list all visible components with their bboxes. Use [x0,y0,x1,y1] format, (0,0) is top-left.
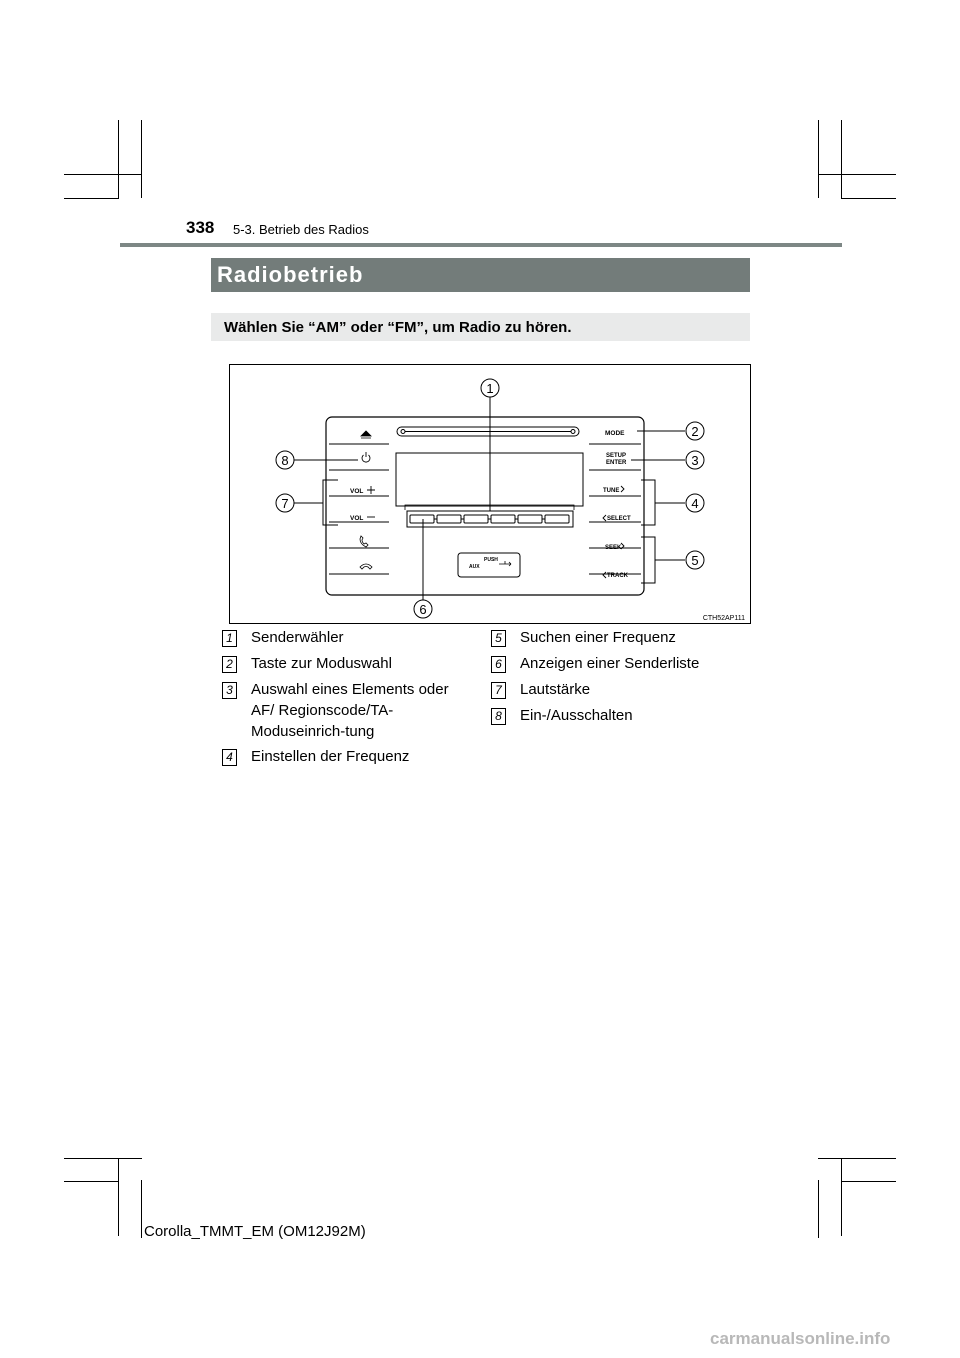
preset-button[interactable] [491,515,515,523]
legend-item [491,653,742,674]
legend-text: Senderwähler [251,629,344,646]
preset-button[interactable] [518,515,542,523]
callout-4 [686,494,704,512]
legend-number: 5 [491,630,506,647]
preset-button[interactable] [464,515,488,523]
svg-text:4: 4 [691,496,699,511]
crop-mark [841,1158,842,1236]
figure-code: CTH52AP111 [702,615,745,622]
legend-text: Suchen einer Frequenz [520,629,676,646]
section-title-text: Radiobetrieb [217,262,364,287]
intro-text: Wählen Sie “AM” oder “FM”, um Radio zu hören. [224,318,572,336]
tune-label: TUNE [603,488,620,494]
crop-mark [818,1180,819,1238]
crop-mark [841,1181,896,1182]
callout-7 [276,494,294,512]
legend-text: Anzeigen einer Senderliste [520,655,700,672]
mode-label: MODE [605,430,625,437]
legend-item [491,679,742,700]
callout-2 [686,422,704,440]
legend-text: Lautstärke [520,681,591,698]
preset-button[interactable] [545,515,569,523]
crop-mark [818,120,819,198]
callout-6 [414,600,432,618]
setup-label: SETUP [606,453,627,459]
crop-mark [841,120,842,198]
legend-item [222,679,473,742]
legend-text: Taste zur Moduswahl [251,655,392,672]
callout-8 [276,451,294,469]
preset-button[interactable] [410,515,434,523]
legend-text: Auswahl eines Elements oder AF/ Regionscode/TA-Moduseinrich-tung [251,681,449,740]
svg-text:7: 7 [281,496,289,511]
footer-text: Corolla_TMMT_EM (OM12J92M) [144,1223,366,1240]
track-label: TRACK [607,573,628,579]
svg-text:6: 6 [419,602,427,617]
crop-mark [141,120,142,198]
radio-diagram [229,364,751,624]
crop-mark [64,198,119,199]
preset-button[interactable] [437,515,461,523]
legend-number: 6 [491,656,506,673]
legend-number: 8 [491,708,506,725]
crop-mark [118,120,119,198]
legend-number: 3 [222,682,237,699]
svg-text:3: 3 [691,453,699,468]
callout-5 [686,551,704,569]
svg-text:5: 5 [691,553,699,568]
legend-text: Einstellen der Frequenz [251,748,410,765]
select-label: SELECT [607,516,631,522]
enter-label: ENTER [606,460,627,466]
section-title [211,258,750,292]
callout-1 [481,379,499,397]
svg-text:2: 2 [691,424,699,439]
crop-mark [64,1181,119,1182]
push-label: PUSH [484,557,498,563]
vol-minus-label: VOL [350,515,364,522]
crop-mark [64,1158,142,1159]
header-rule [120,243,842,247]
legend-item [222,627,473,648]
crop-mark [118,1158,119,1236]
vol-plus-label: VOL [350,488,364,495]
legend-number: 2 [222,656,237,673]
legend-number: 4 [222,749,237,766]
legend-item [491,705,742,726]
aux-label: AUX [469,564,480,570]
crop-mark [818,174,896,175]
crop-mark [141,1180,142,1238]
legend-text: Ein-/Ausschalten [520,707,633,724]
legend-number: 1 [222,630,237,647]
crop-mark [64,174,142,175]
callout-3 [686,451,704,469]
page-number: 338 [186,218,215,237]
seek-label: SEEK [605,545,622,551]
intro-box [211,313,750,341]
section-reference: 5-3. Betrieb des Radios [233,222,369,237]
svg-text:8: 8 [281,453,289,468]
legend-item [222,653,473,674]
crop-mark [841,198,896,199]
svg-text:1: 1 [486,381,494,396]
crop-mark [818,1158,896,1159]
legend-number: 7 [491,682,506,699]
watermark: carmanualsonline.info [710,1329,891,1348]
legend-item [491,627,742,648]
legend-item [222,746,473,767]
